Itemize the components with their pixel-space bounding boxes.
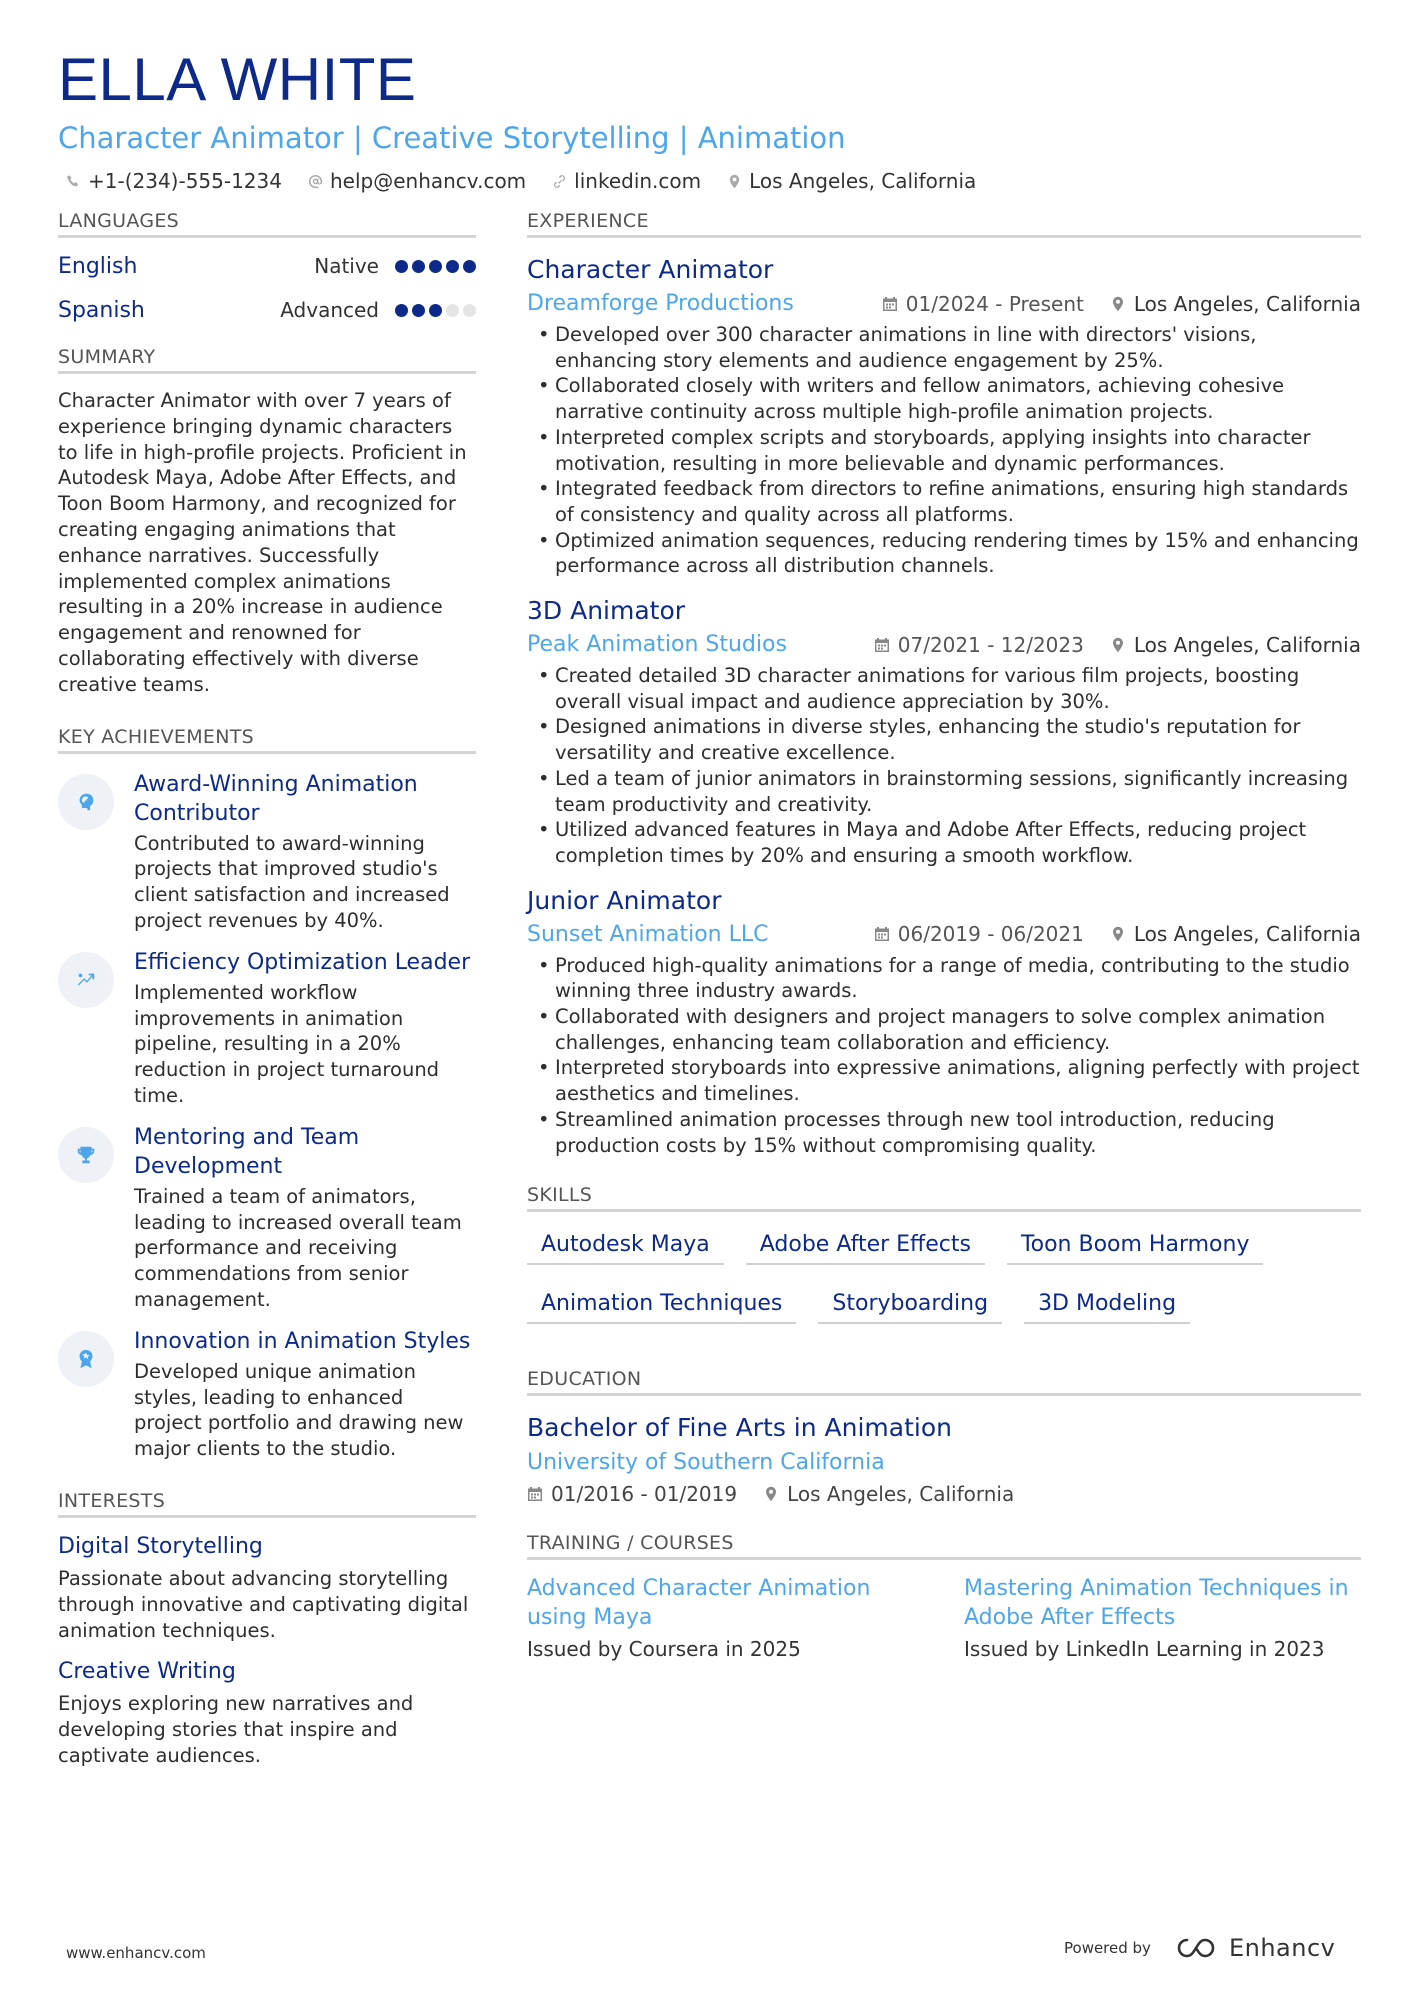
location-pin-icon [1110,926,1126,942]
job-meta [527,632,1361,657]
enhancv-logo-icon [1175,1936,1221,1960]
footer-website[interactable]: www.enhancv.com [66,1944,206,1962]
achievement-item [58,1327,476,1462]
courses-list [527,1574,1361,1661]
job-location [1110,292,1361,316]
candidate-headline: Character Animator | Creative Storytelling | Animation [58,121,846,155]
experience-bullet: • Collaborated closely with writers and fellow animators, achieving cohesive narrative continuity across multiple high-profile animation projects. [527,373,1361,424]
interest-title: Creative Writing [58,1659,236,1685]
achievement-desc: Contributed to award-winning projects that improved studio's client satisfaction and increased project revenues by 40%. [134,831,450,932]
calendar-icon [874,637,890,653]
proficiency-dot-filled [395,304,408,317]
skill-tag: 3D Modeling [1024,1279,1190,1324]
experience-bullet: • Streamlined animation processes through new tool introduction, reducing production costs by 15% without compromising quality. [527,1107,1361,1158]
job-location-text: Los Angeles, California [1133,291,1361,316]
brand-name: Enhancv [1228,1934,1336,1962]
at-icon [308,174,323,189]
job-dates [874,922,1084,946]
calendar-icon [882,296,898,312]
linkedin-text: linkedin.com [574,169,702,193]
interests-title: INTERESTS [58,1490,476,1518]
achievement-title: Innovation in Animation Styles [134,1328,471,1354]
job-company: Peak Animation Studios [527,632,787,658]
experience-bullets [527,953,1361,1159]
education-dates-text: 01/2016 - 01/2019 [551,1482,738,1507]
achievement-item [58,1123,476,1313]
language-level: Advanced [280,298,379,322]
contact-location [727,169,976,193]
education-school: University of Southern California [527,1450,885,1476]
experience-bullet: • Utilized advanced features in Maya and Adobe After Effects, reducing project completion times by 20% and ensuring a smooth workflow. [527,817,1361,868]
email-text: help@enhancv.com [329,169,527,193]
education-degree: Bachelor of Fine Arts in Animation [527,1413,952,1443]
contact-linkedin[interactable] [552,169,701,193]
education-title: EDUCATION [527,1368,1361,1396]
job-dates [882,292,1084,316]
experience-bullets [527,663,1361,869]
interest-title: Digital Storytelling [58,1533,263,1559]
location-pin-icon [727,174,742,189]
calendar-icon [874,926,890,942]
job-location [1110,633,1361,657]
job-dates-text: 07/2021 - 12/2023 [897,632,1084,657]
calendar-icon [527,1486,543,1502]
candidate-name: ELLA WHITE [58,46,417,113]
left-column [58,210,476,1769]
location-pin-icon [1110,296,1126,312]
experience-section [527,210,1361,1158]
contact-email[interactable] [308,169,526,193]
achievements-title: KEY ACHIEVEMENTS [58,726,476,754]
proficiency-dot-filled [463,260,476,273]
job-dates [874,633,1084,657]
achievement-title: Mentoring and Team Development [134,1124,360,1179]
skill-tag: Animation Techniques [527,1279,796,1324]
proficiency-dot-filled [412,304,425,317]
achievement-desc: Developed unique animation styles, leading to enhanced project portfolio and drawing new major clients to the studio. [134,1359,464,1461]
experience-list [527,254,1361,1158]
interest-item [58,1532,476,1643]
language-row [58,250,476,282]
course-item [527,1574,924,1661]
phone-text: +1-(234)-555-1234 [88,169,282,193]
brain-icon [75,791,97,813]
award-icon [75,1348,97,1370]
experience-bullet: • Created detailed 3D character animations for various film projects, boosting overall visual impact and audience appreciation by 30%. [527,663,1361,714]
experience-bullet: • Led a team of junior animators in brainstorming sessions, significantly increasing team productivity and creativity. [527,766,1361,817]
job-meta [527,291,1361,316]
language-row [58,294,476,326]
trophy-icon [75,1144,97,1166]
course-title: Advanced Character Animation using Maya [527,1576,871,1631]
footer-branding [1064,1934,1335,1962]
skills-section [527,1184,1361,1338]
job-company: Dreamforge Productions [527,291,794,316]
job-dates-text: 01/2024 - Present [905,291,1084,316]
location-pin-icon [763,1486,779,1502]
interest-desc: Passionate about advancing storytelling through innovative and captivating digital animation techniques. [58,1566,469,1642]
skills-list [527,1220,1361,1338]
skill-tag: Storyboarding [818,1279,1002,1324]
location-text: Los Angeles, California [749,169,977,193]
proficiency-dot-empty [446,304,459,317]
education-dates [527,1482,737,1506]
experience-bullet: • Interpreted storyboards into expressive animations, aligning perfectly with project aesthetics and timelines. [527,1055,1361,1106]
experience-bullets [527,322,1361,579]
achievements-section [58,726,476,1462]
proficiency-dot-filled [395,260,408,273]
experience-bullet: • Collaborated with designers and project managers to solve complex animation challenges, enhancing team collaboration and efficiency. [527,1004,1361,1055]
job-company: Sunset Animation LLC [527,921,769,947]
job-location-text: Los Angeles, California [1133,632,1361,657]
achievement-desc: Implemented workflow improvements in animation pipeline, resulting in a 20% reduction in project turnaround time. [134,980,440,1107]
job-title: 3D Animator [527,596,686,626]
achievement-title: Efficiency Optimization Leader [134,949,471,975]
language-name: Spanish [58,297,145,323]
proficiency-dot-empty [463,304,476,317]
experience-title: EXPERIENCE [527,210,1361,238]
experience-bullet: • Designed animations in diverse styles, enhancing the studio's reputation for versatility and creative excellence. [527,714,1361,765]
course-issuer: Issued by Coursera in 2025 [527,1637,801,1662]
experience-item [527,254,1361,579]
contact-phone[interactable] [66,169,282,193]
education-info [527,1482,1361,1506]
skills-title: SKILLS [527,1184,1361,1212]
link-icon [552,174,567,189]
achievement-item [58,770,476,934]
skill-tag: Autodesk Maya [527,1220,724,1265]
experience-bullet: • Produced high-quality animations for a range of media, contributing to the studio winning three industry awards. [527,953,1361,1004]
location-pin-icon [1110,637,1126,653]
languages-title: LANGUAGES [58,210,476,238]
job-location [1110,922,1361,946]
course-issuer: Issued by LinkedIn Learning in 2023 [964,1637,1325,1662]
proficiency-dot-filled [412,260,425,273]
language-level: Native [314,254,379,278]
job-title: Junior Animator [527,885,722,915]
experience-item [527,595,1361,869]
language-proficiency-dots [395,260,476,273]
job-title: Character Animator [527,255,774,284]
course-title: Mastering Animation Techniques in Adobe After Effects [964,1576,1349,1631]
language-name: English [58,253,138,279]
achievement-title: Award-Winning Animation Contributor [134,771,418,826]
language-proficiency-dots [395,304,476,317]
contact-row [58,169,1358,193]
experience-bullet: • Developed over 300 character animations in line with directors' visions, enhancing story elements and audience engagement by 25%. [527,322,1361,373]
languages-section [58,210,476,326]
skill-tag: Adobe After Effects [746,1220,985,1265]
achievement-item [58,948,476,1109]
summary-text: Character Animator with over 7 years of experience bringing dynamic characters to life in high-profile projects. Proficient in Autodesk Maya, Adobe After Effects, and Toon Boom Harmony, and recognized for creating engaging animations that enhance narratives. Successfully implemented complex animations resulting in a 20% increase in audience engagement and renowned for collaborating effectively with diverse creative teams. [58,389,467,696]
summary-title: SUMMARY [58,346,476,374]
experience-item [527,885,1361,1159]
resume-header [58,44,1358,193]
right-column [527,210,1361,1661]
education-location-text: Los Angeles, California [787,1482,1015,1507]
trend-icon [75,969,97,991]
experience-bullet: • Integrated feedback from directors to refine animations, ensuring high standards of consistency and quality across all platforms. [527,476,1361,527]
brand-logo[interactable] [1175,1934,1335,1962]
summary-section [58,346,476,698]
job-meta [527,922,1361,947]
interest-desc: Enjoys exploring new narratives and developing stories that inspire and captivate audiences. [58,1692,414,1767]
powered-by-label: Powered by [1064,1939,1151,1957]
training-section [527,1532,1361,1661]
proficiency-dot-filled [446,260,459,273]
interest-item [58,1657,476,1768]
experience-bullet: • Interpreted complex scripts and storyboards, applying insights into character motivation, resulting in more believable and dynamic performances. [527,425,1361,476]
proficiency-dot-filled [429,304,442,317]
job-dates-text: 06/2019 - 06/2021 [897,922,1084,947]
education-section [527,1368,1361,1506]
interests-section [58,1490,476,1769]
phone-icon [66,174,81,189]
education-location [763,1482,1014,1506]
training-title: TRAINING / COURSES [527,1532,1361,1560]
course-item [964,1574,1361,1661]
achievement-desc: Trained a team of animators, leading to increased overall team performance and receiving commendations from senior management. [134,1184,462,1311]
experience-bullet: • Optimized animation sequences, reducing rendering times by 15% and enhancing performance across all distribution channels. [527,528,1361,579]
skill-tag: Toon Boom Harmony [1007,1220,1264,1265]
proficiency-dot-filled [429,260,442,273]
job-location-text: Los Angeles, California [1133,922,1361,947]
